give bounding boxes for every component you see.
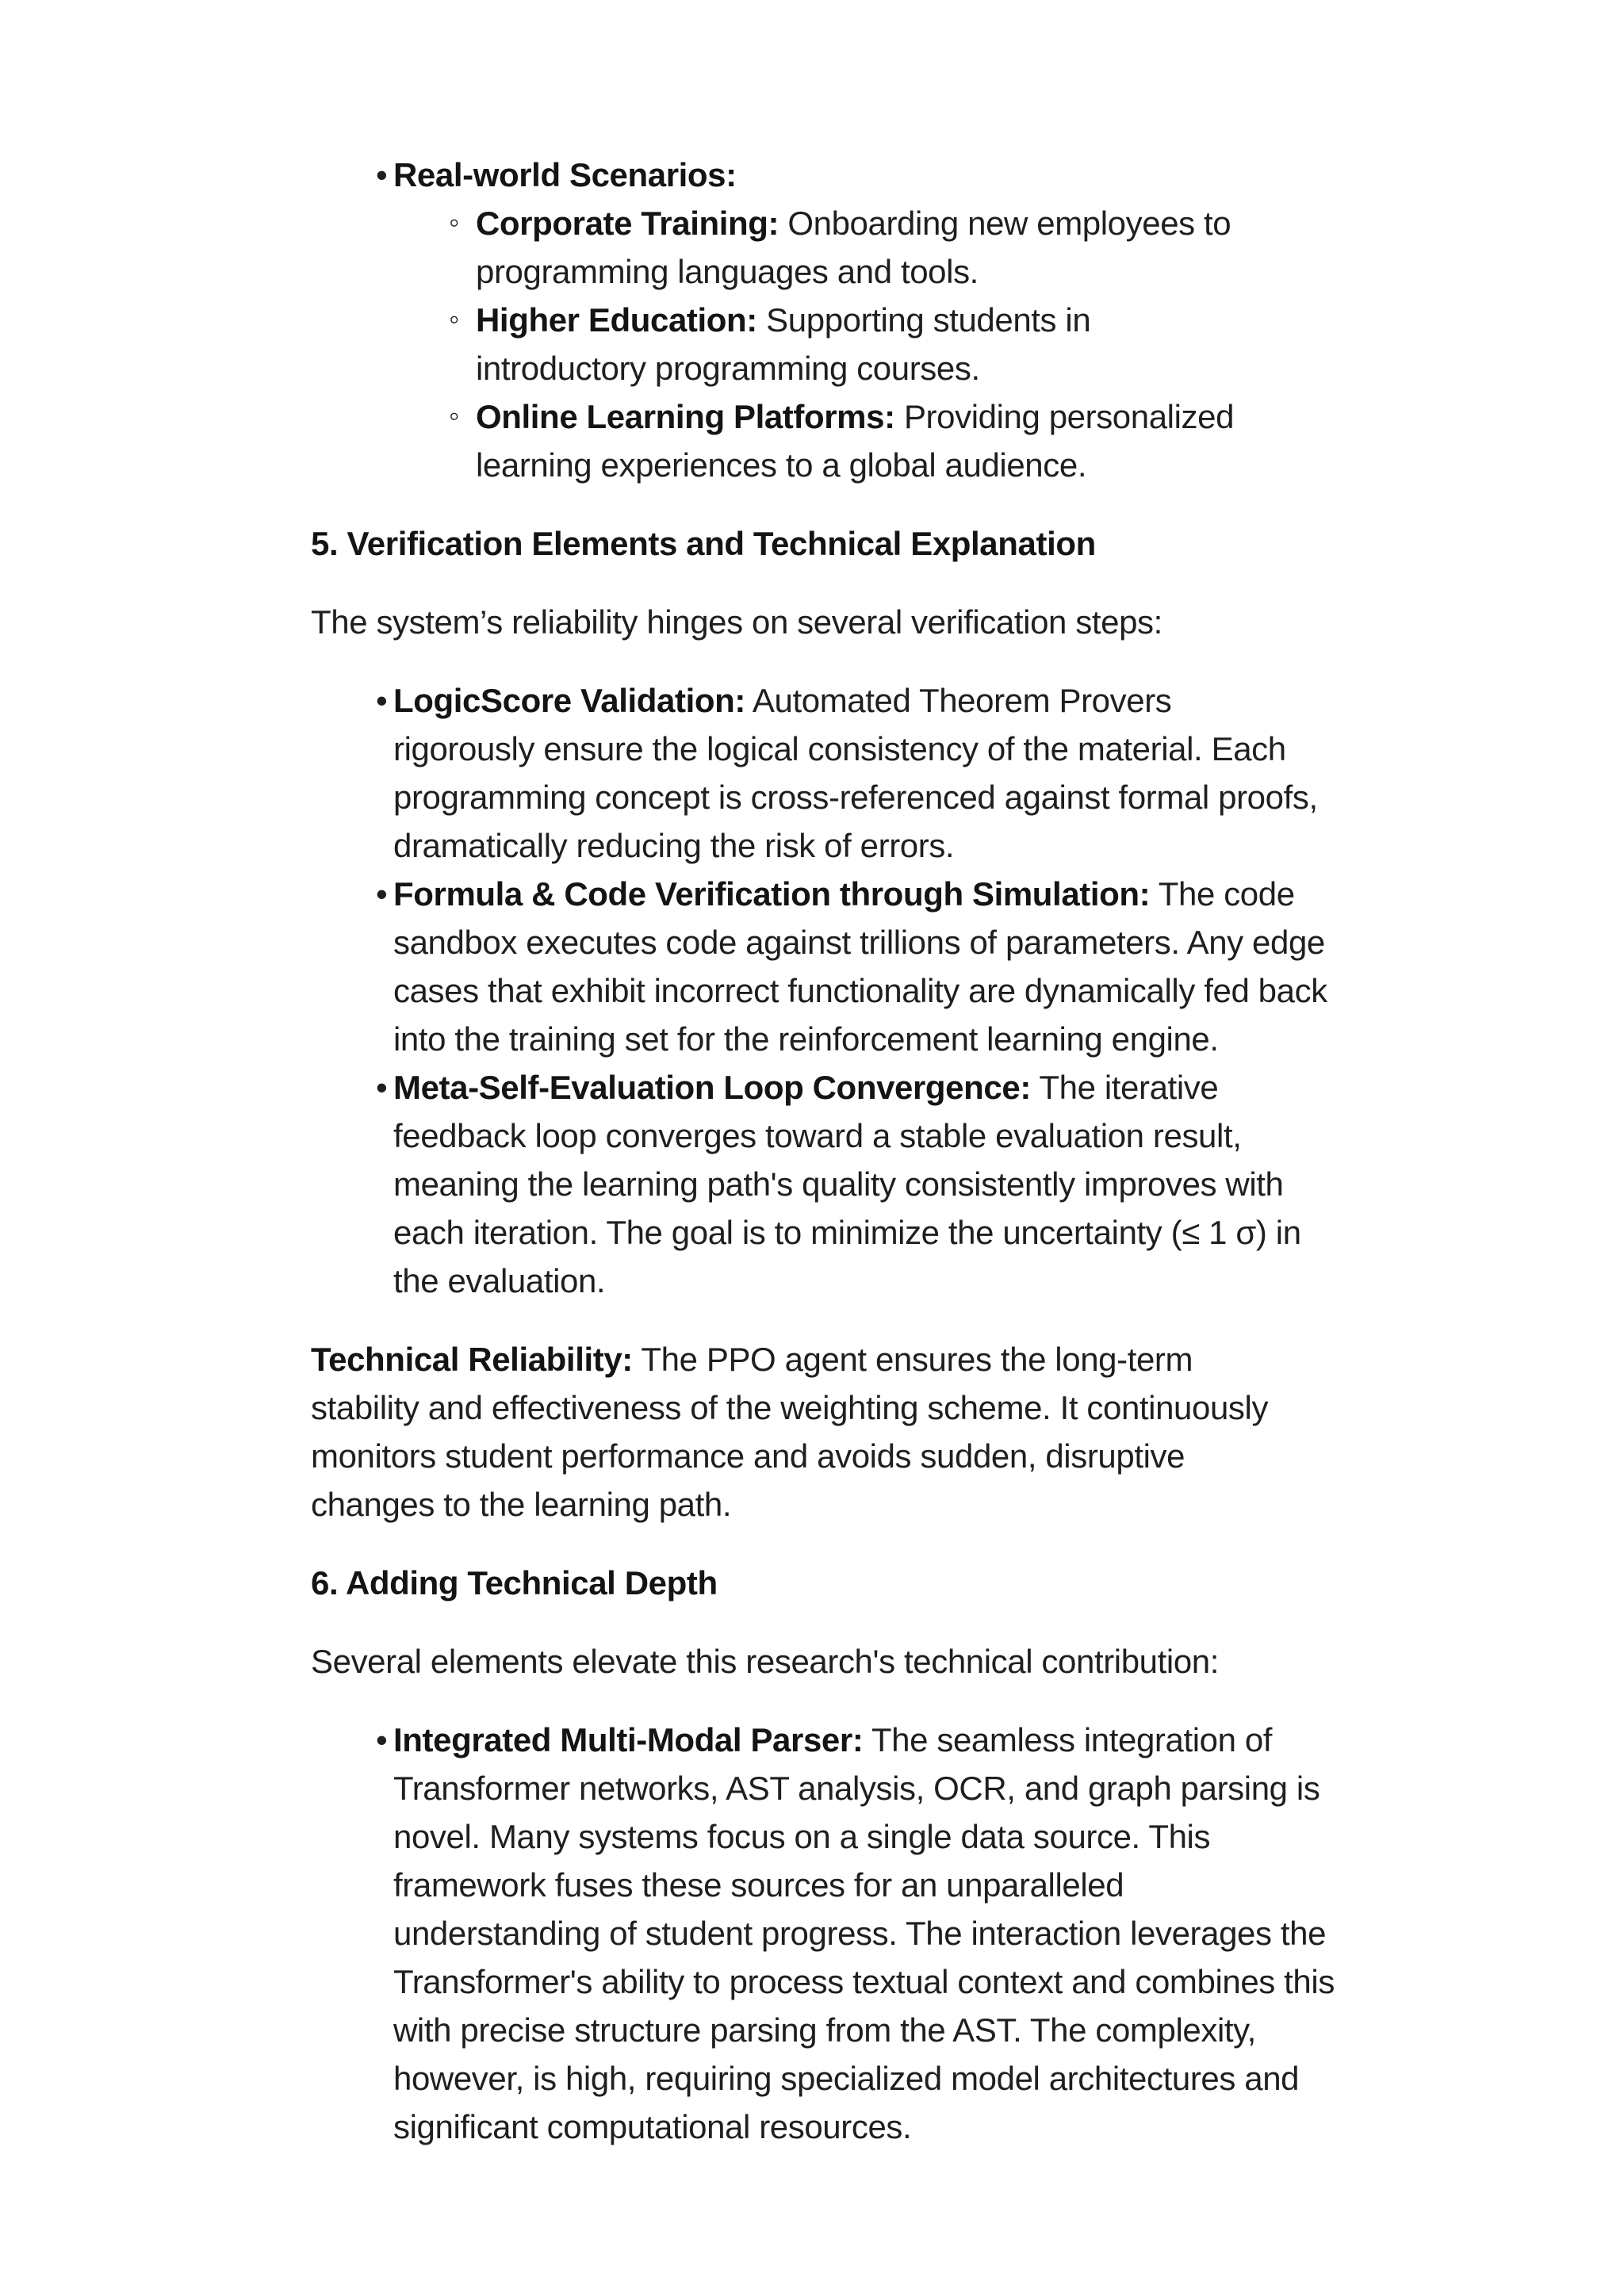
verification-item (393, 676, 1321, 870)
real-world-list (311, 151, 1342, 489)
scenario-term: Online Learning Platforms: (476, 398, 895, 435)
scenario-text: Supporting students in introductory programming courses. (476, 301, 1091, 387)
technical-reliability-text: The PPO agent ensures the long-term stability and effectiveness of the weighting scheme. It continuously monitors student performance and avoids sudden, disruptive changes to the learning path. (311, 1341, 1269, 1523)
section-6-heading: 6. Adding Technical Depth (311, 1564, 718, 1601)
scenario-text: Onboarding new employees to programming languages and tools. (476, 205, 1231, 290)
technical-depth-item (393, 1716, 1337, 2151)
scenario-list (393, 199, 1342, 489)
verification-text: The code sandbox executes code against trillions of parameters. Any edge cases that exhibit incorrect functionality are dynamically fed back into the training set for the reinforcement learning engine. (393, 875, 1327, 1058)
section-6-intro: Several elements elevate this research's technical contribution: (311, 1643, 1220, 1680)
scenario-item (476, 199, 1237, 296)
technical-reliability-paragraph (311, 1335, 1302, 1529)
scenario-term: Corporate Training: (476, 205, 779, 242)
scenario-term: Higher Education: (476, 301, 757, 339)
verification-text: The iterative feedback loop converges toward a stable evaluation result, meaning the learning path's quality consistently improves with each iteration. The goal is to minimize the uncertainty (≤ 1 σ) in the evaluation. (393, 1069, 1301, 1299)
technical-reliability-term: Technical Reliability: (311, 1341, 633, 1378)
scenario-text: Providing personalized learning experiences to a global audience. (476, 398, 1235, 484)
scenario-item (476, 296, 1269, 392)
section-5-intro: The system’s reliability hinges on several verification steps: (311, 603, 1162, 641)
section-5-heading: 5. Verification Elements and Technical Explanation (311, 525, 1096, 562)
real-world-item (393, 151, 1342, 489)
real-world-label: Real-world Scenarios: (393, 156, 737, 193)
verification-term: Formula & Code Verification through Simulation: (393, 875, 1151, 913)
document-page (311, 151, 1342, 2151)
verification-term: Meta-Self-Evaluation Loop Convergence: (393, 1069, 1031, 1106)
scenario-item (476, 392, 1237, 489)
technical-depth-term: Integrated Multi-Modal Parser: (393, 1721, 864, 1758)
verification-item (393, 870, 1329, 1063)
verification-term: LogicScore Validation: (393, 682, 745, 719)
technical-depth-list (311, 1716, 1342, 2151)
technical-depth-text: The seamless integration of Transformer networks, AST analysis, OCR, and graph parsing is novel. Many systems focus on a single data source. This framework fuses these sources for an unparalleled understanding of student progress. The interaction leverages the Transformer's ability to process textual context and combines this with precise structure parsing from the AST. The complexity, however, is high, requiring specialized model architectures and significant computational resources. (393, 1721, 1335, 2145)
verification-item (393, 1063, 1321, 1305)
verification-list (311, 676, 1342, 1305)
verification-text: Automated Theorem Provers rigorously ensure the logical consistency of the material. Each programming concept is cross-referenced against formal proofs, dramatically reducing the risk of errors. (393, 682, 1318, 864)
